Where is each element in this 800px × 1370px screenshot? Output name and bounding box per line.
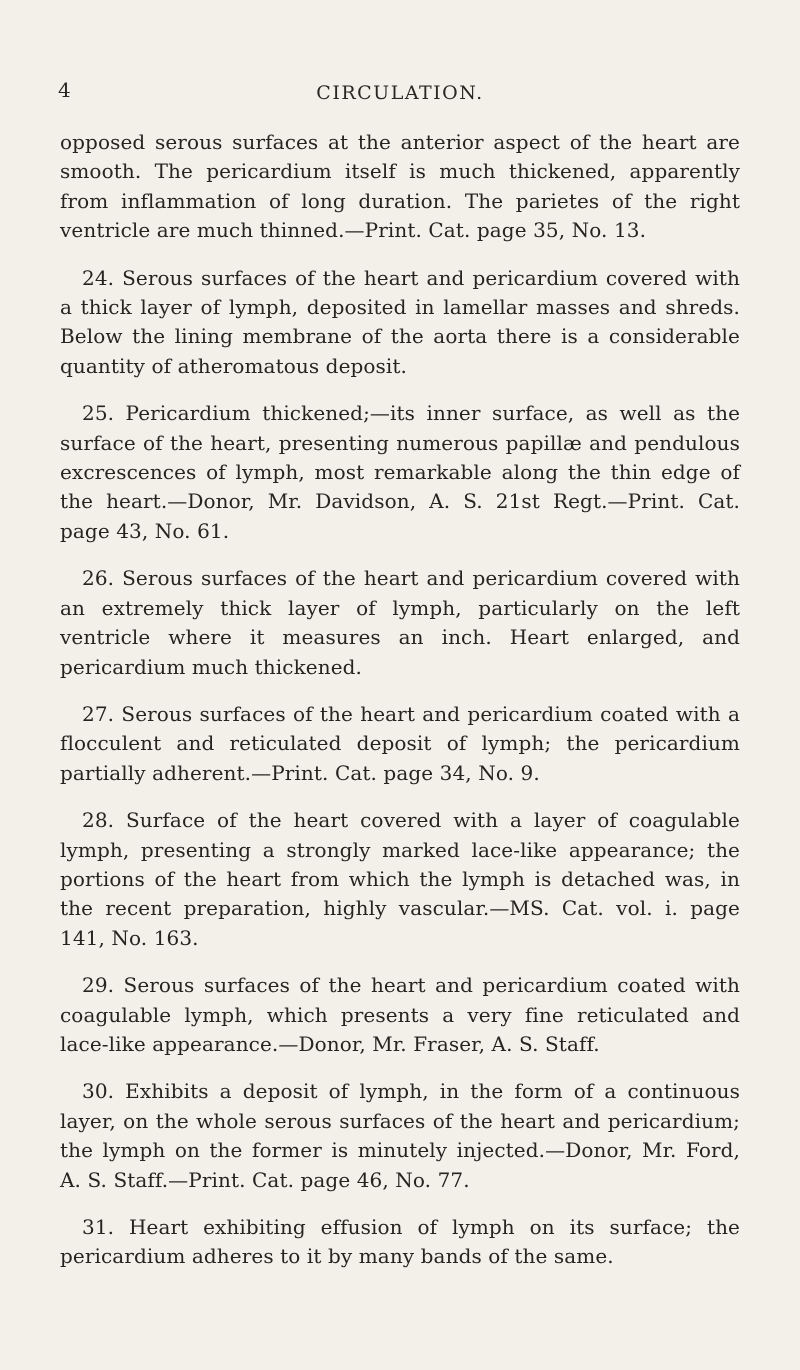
running-head: CIRCULATION. xyxy=(316,82,484,104)
paragraph-item-29: 29. Serous surfaces of the heart and pericardium coated with coagulable lymph, which presents a very fine reticulated and lace-like appearance.—Donor, Mr. Fraser, A. S. Staff. xyxy=(60,973,740,1056)
page-number: 4 xyxy=(58,78,71,102)
paragraph-item-27: 27. Serous surfaces of the heart and pericardium coated with a flocculent and reticulated deposit of lymph; the pericardium partially adherent.—Print. Cat. page 34, No. 9. xyxy=(60,701,740,785)
paragraph-item-25: 25. Pericardium thickened;—its inner surface, as well as the surface of the heart, presenting numerous papillæ and pendulous excrescences of lymph, most remarkable along the thin edge of the heart.—Donor, Mr. Davidson, A. S. 21st Regt.—Print. Cat. page 43, No. 61. xyxy=(60,401,740,543)
paragraph-item-30: 30. Exhibits a deposit of lymph, in the form of a continuous layer, on the whole serous surfaces of the heart and pericardium; the lymph on the former is minutely injected.—Donor, Mr. Ford, A. S. Staff.—Print. Cat. page 46, No. 77. xyxy=(60,1079,740,1192)
paragraph-item-31: 31. Heart exhibiting effusion of lymph on its surface; the pericardium adheres to it by many bands of the same. xyxy=(60,1215,740,1269)
paragraph-continued: opposed serous surfaces at the anterior aspect of the heart are smooth. The pericardium itself is much thickened, apparently from inflammation of long duration. The parietes of the right ventricle are much thinned.—Print. Cat. page 35, No. 13. xyxy=(60,130,740,243)
body-text xyxy=(60,128,740,1272)
paragraph-item-28: 28. Surface of the heart covered with a layer of coagulable lymph, presenting a strongly marked lace-like appearance; the portions of the heart from which the lymph is detached was, in the recent preparation, highly vascular.—MS. Cat. vol. i. page 141, No. 163. xyxy=(60,808,740,950)
paragraph-item-24: 24. Serous surfaces of the heart and pericardium covered with a thick layer of lymph, deposited in lamellar masses and shreds. Below the lining membrane of the aorta there is a considerable quantity of atheromatous deposit. xyxy=(60,265,740,378)
paragraph-item-26: 26. Serous surfaces of the heart and pericardium covered with an extremely thick layer of lymph, particularly on the left ventricle where it measures an inch. Heart enlarged, and pericardium much thickened. xyxy=(60,566,740,679)
